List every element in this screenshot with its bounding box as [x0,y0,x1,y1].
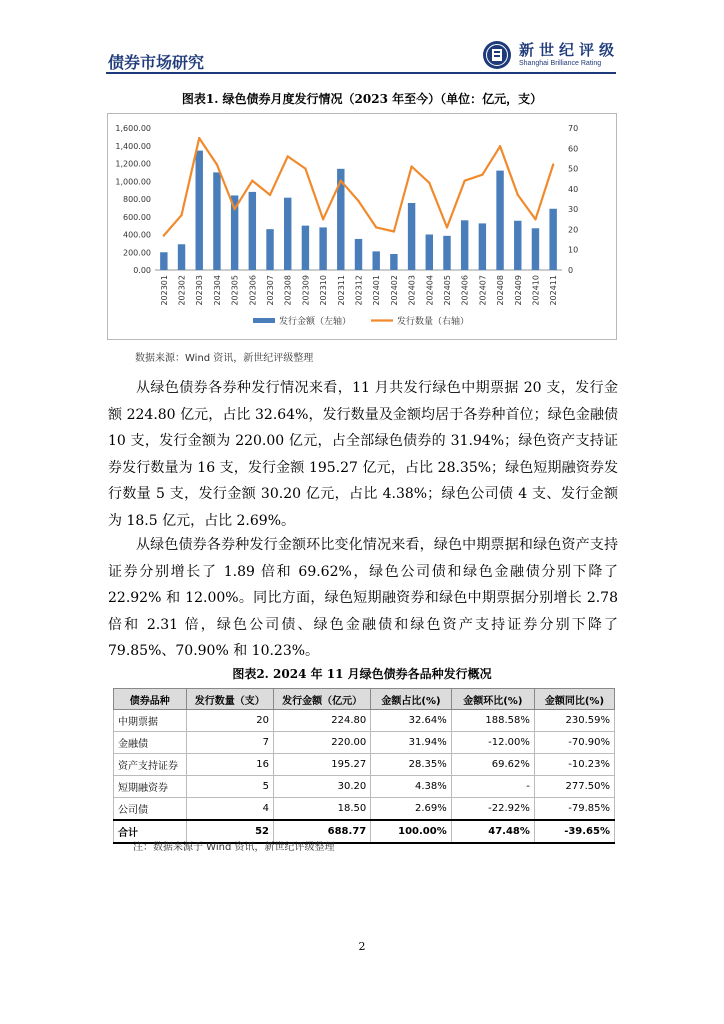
table-cell: 中期票据 [114,710,187,732]
table-cell: 28.35% [371,754,452,776]
section-title: 债券市场研究 [108,53,205,72]
count-point-202307 [269,194,271,196]
table-cell: 188.58% [451,710,534,732]
table-cell: 32.64% [371,710,452,732]
count-point-202306 [251,180,253,182]
bar-202309 [302,226,309,270]
y-left-tick-label: 0.00 [133,266,151,275]
count-point-202402 [393,230,395,232]
table-row [114,776,615,798]
table-cell: 230.59% [534,710,614,732]
bar-202404 [426,235,433,271]
legend-line-label: 发行数量（右轴） [397,317,470,327]
count-point-202409 [517,194,519,196]
x-tick-label: 202304 [212,275,222,306]
table-cell: -79.85% [534,798,614,821]
bar-202406 [461,220,468,270]
table-row [114,754,615,776]
x-tick-label: 202309 [301,275,311,306]
x-tick-label: 202411 [549,275,559,306]
y-right-tick-label: 50 [568,164,579,174]
bar-202401 [372,251,379,270]
y-left-tick-label: 1,200.00 [115,159,151,169]
col-mom: 金额环比(%) [451,689,534,710]
x-tick-label: 202405 [442,275,452,306]
x-tick-label: 202403 [407,275,417,306]
table-cell: 资产支持证券 [114,754,187,776]
bar-202405 [443,236,450,270]
count-point-202312 [357,200,359,202]
x-tick-label: 202404 [425,275,435,306]
x-tick-label: 202408 [496,274,506,306]
table-cell: 18.50 [273,798,370,821]
brand-english-name: Shanghai Brilliance Rating [519,60,602,67]
table-cell: 195.27 [273,754,370,776]
bar-202307 [266,229,273,270]
table-cell: 220.00 [273,732,370,754]
table-cell: 30.20 [273,776,370,798]
x-tick-label: 202406 [460,275,470,306]
count-point-202304 [216,163,218,165]
count-point-202305 [233,208,235,210]
x-tick-label: 202310 [319,275,329,306]
monthly-issuance-chart [0,0,724,340]
table-cell: 100.00% [371,820,452,843]
x-tick-label: 202409 [513,275,523,306]
x-tick-label: 202302 [177,275,187,306]
x-tick-label: 202305 [230,275,240,306]
bar-202407 [479,223,486,270]
y-left-tick-label: 400.00 [123,230,151,240]
table-cell: 16 [186,754,273,776]
x-tick-label: 202401 [372,275,382,306]
table-cell: 277.50% [534,776,614,798]
bar-202301 [160,252,167,270]
count-point-202408 [499,145,501,147]
x-tick-label: 202407 [478,275,488,306]
bar-202410 [532,228,539,270]
count-point-202403 [410,165,412,167]
count-point-202401 [375,226,377,228]
count-point-202404 [428,182,430,184]
table-cell: 短期融资券 [114,776,187,798]
x-tick-label: 202301 [159,275,169,306]
bar-202411 [549,209,556,270]
page-number: 2 [358,940,366,953]
table-cell: 2.69% [371,798,452,821]
table2-caption: 图表2. 2024 年 11 月绿色债券各品种发行概况 [232,667,492,681]
col-yoy: 金额同比(%) [534,689,614,710]
count-point-202310 [322,218,324,220]
table-cell: 4.38% [371,776,452,798]
table-cell: -22.92% [451,798,534,821]
bar-202308 [284,198,291,270]
y-right-tick-label: 0 [568,266,574,275]
y-left-tick-label: 1,600.00 [115,124,151,133]
x-tick-label: 202312 [354,275,364,306]
table-cell: 224.80 [273,710,370,732]
col-share: 金额占比(%) [371,689,452,710]
y-right-tick-label: 70 [568,124,579,133]
bar-202310 [319,227,326,270]
table-cell: -70.90% [534,732,614,754]
table-cell: -12.00% [451,732,534,754]
bar-202402 [390,254,397,270]
count-point-202308 [287,155,289,157]
bar-202302 [178,244,185,270]
y-right-tick-label: 30 [568,205,579,215]
x-tick-label: 202311 [336,275,346,306]
count-point-202301 [163,234,165,236]
bar-202312 [355,239,362,270]
x-tick-label: 202410 [531,275,541,306]
table-cell: 7 [186,732,273,754]
y-right-tick-label: 10 [568,245,579,255]
count-point-202303 [198,137,200,139]
table-cell: 4 [186,798,273,821]
x-tick-label: 202303 [195,275,205,306]
bar-202303 [196,151,203,270]
bar-202409 [514,221,521,270]
col-bond-type: 债券品种 [114,689,187,710]
figure1-source: 数据来源：Wind 资讯，新世纪评级整理 [135,353,314,364]
y-left-tick-label: 800.00 [123,195,151,204]
x-tick-label: 202307 [266,275,276,306]
count-point-202406 [463,180,465,182]
count-point-202407 [481,173,483,175]
count-point-202311 [340,180,342,182]
y-left-tick-label: 1,000.00 [115,177,151,187]
col-count: 发行数量（支） [186,689,273,710]
bar-202403 [408,203,415,270]
table-cell: -39.65% [534,820,614,843]
table-cell: 合计 [114,820,187,843]
bar-202304 [213,172,220,270]
table-cell: 688.77 [273,820,370,843]
x-tick-label: 202402 [389,275,399,306]
bar-202408 [496,171,503,270]
table-cell: 公司债 [114,798,187,821]
y-right-tick-label: 20 [568,225,579,235]
table-cell: 52 [186,820,273,843]
table-cell: 69.62% [451,754,534,776]
count-point-202309 [304,167,306,169]
paragraph-2: 从绿色债券各券种发行金额环比变化情况来看，绿色中期票据和绿色资产支持证券分别增长了 1.89 倍和 69.62%，绿色公司债和绿色金融债分别下降了 22.92% 和 12.00%。同比方面，绿色短期融资券和绿色中期票据分别增长 2.78 倍和 2.31 倍，绿色公司债、绿色金融债和绿色资产支持证券分别下降了 79.85%、70.90% 和 10.23%。 [108,537,618,659]
table-cell: - [451,776,534,798]
y-left-tick-label: 1,400.00 [115,141,151,151]
table-header-row [114,689,615,710]
y-right-tick-label: 60 [568,144,579,154]
table-cell: 47.48% [451,820,534,843]
y-left-tick-label: 200.00 [123,248,151,258]
table-row [114,798,615,821]
table-cell: 金融债 [114,732,187,754]
count-point-202410 [534,218,536,220]
legend-bar-swatch [253,318,275,323]
issuance-table [113,688,615,844]
count-series-line [164,138,553,235]
figure1-caption: 图表1. 绿色债券月度发行情况（2023 年至今）（单位：亿元，支） [181,92,543,106]
legend-bar-label: 发行金额（左轴） [279,317,352,327]
y-right-tick-label: 40 [568,184,579,194]
brand-name: 新世纪评级 [519,41,620,59]
table2-note: 注：数据来源于 Wind 资讯，新世纪评级整理 [133,842,335,853]
col-amount: 发行金额（亿元） [273,689,370,710]
count-point-202405 [446,226,448,228]
table-cell: 31.94% [371,732,452,754]
x-tick-label: 202306 [248,275,258,306]
table-cell: 20 [186,710,273,732]
count-point-202411 [552,163,554,165]
paragraph-1: 从绿色债券各券种发行情况来看，11 月共发行绿色中期票据 20 支，发行金额 224.80 亿元，占比 32.64%，发行数量及金额均居于各券种首位；绿色金融债 10 支，发行金额为 220.00 亿元，占全部绿色债券的 31.94%；绿色资产支持证券发行数量为 16 支，发行金额 195.27 亿元，占比 28.35%；绿色短期融资券发行数量 5 支，发行金额 30.20 亿元，占比 4.38%；绿色公司债 4 支、发行金额为 18.5 亿元，占比 2.69%。 [108,380,618,529]
table-cell: -10.23% [534,754,614,776]
count-point-202302 [180,214,182,216]
table-row [114,732,615,754]
table-cell: 5 [186,776,273,798]
y-left-tick-label: 600.00 [123,212,151,222]
bar-202306 [249,192,256,270]
x-tick-label: 202308 [283,275,293,306]
table-row [114,710,615,732]
